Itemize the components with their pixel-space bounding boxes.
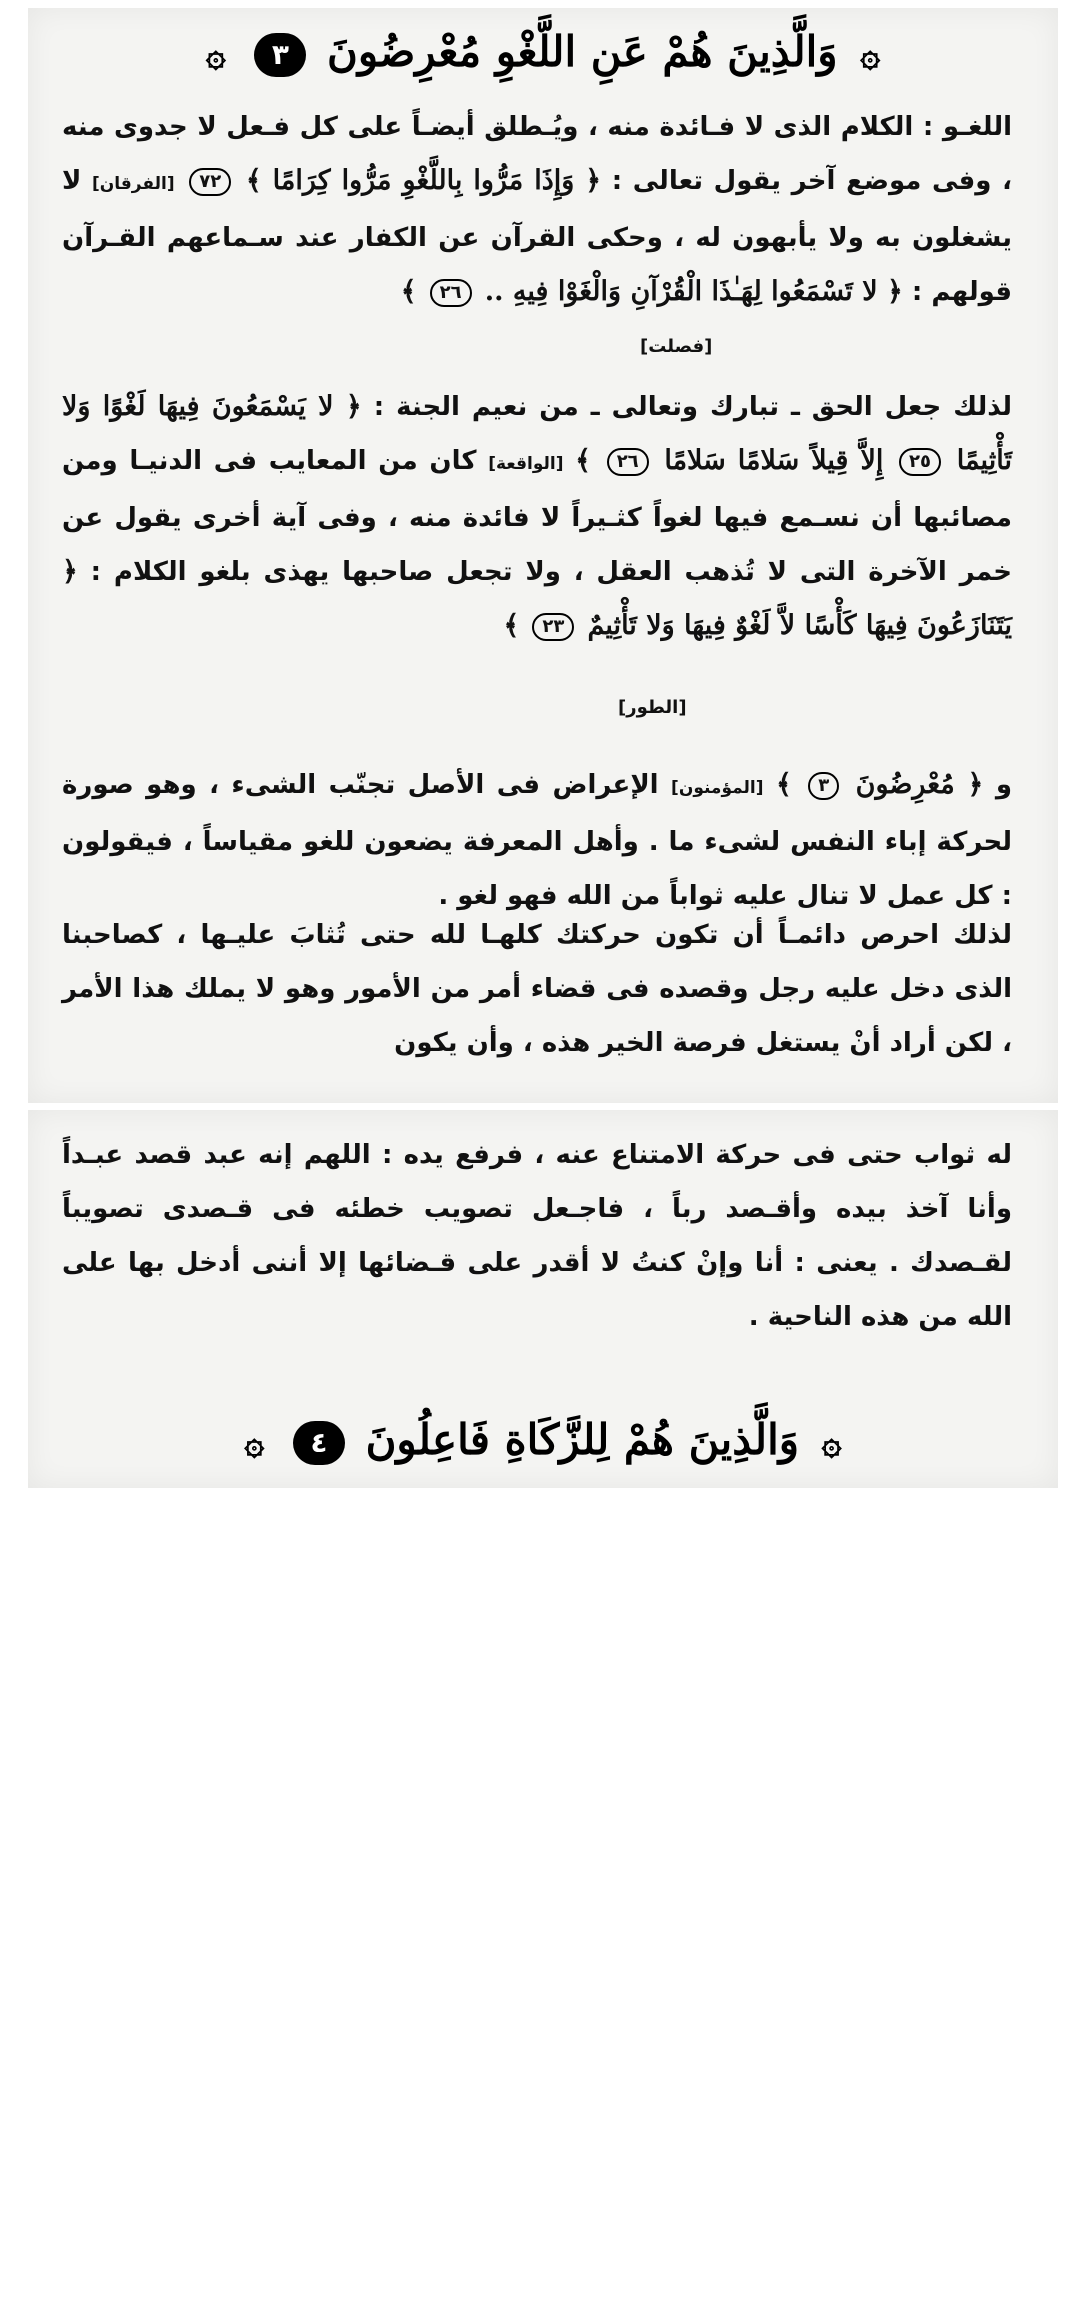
paragraph-advice: [62, 908, 1012, 1070]
quran-quote: ﴿ لا يَسْمَعُونَ فِيهَا لَغْوًا وَلا تَأْثِيمًا: [62, 391, 1012, 476]
verse-number: ٢٣: [532, 613, 574, 641]
verse-heading-4: [28, 1400, 1058, 1483]
verse-number: ٢٦: [430, 279, 472, 307]
paragraph-paradise: [62, 380, 1012, 653]
quran-quote: ﴿ وَإِذَا مَرُّوا بِاللَّغْوِ مَرُّوا كِرَامًا ﴾: [245, 165, 602, 196]
verse-number: ٧٢: [189, 168, 231, 196]
paragraph-muridun: [62, 758, 1012, 923]
ornament-icon: ۞: [860, 35, 881, 75]
surah-source: [الفرقان]: [92, 174, 175, 194]
paragraph-text: له ثواب حتى فى حركة الامتناع عنه ، فرفع يده : اللهم إنه عبد قصد عبـداً وأنا آخذ بيده وأقـصد رباً ، فاجـعل تصويب خطئه فى قـصدى تصويباً لقـصدك . يعنى : أنا وإنْ كنتُ لا أقدر على قـضائها إلا أننى أدخل بها على الله من هذه الناحية .: [62, 1140, 1012, 1332]
surah-source: [الواقعة]: [488, 454, 564, 474]
verse-number-badge: ٤: [293, 1421, 345, 1465]
surah-source: [فصلت]: [640, 336, 713, 357]
quote-close-icon: ﴾: [775, 769, 792, 800]
paragraph-laghw-definition: [62, 100, 1012, 319]
verse-number: ٢٥: [899, 448, 941, 476]
verse-number-badge: ٣: [254, 33, 306, 77]
ornament-icon: ۞: [244, 1423, 265, 1463]
quran-quote: ﴿ لا تَسْمَعُوا لِهَـٰذَا الْقُرْآنِ وَالْغَوْا فِيهِ ..: [484, 276, 903, 307]
paragraph-prayer: [62, 1128, 1012, 1344]
paragraph-text: اللغـو : الكلام الذى لا فـائدة منه ، ويُـطلق أيضـاً على كل فـعل لا جدوى منه ، وفى موضع آخر يقول تعالى :: [62, 112, 1012, 196]
quran-quote: إِلاَّ قِيلاً سَلامًا سَلامًا: [664, 445, 884, 476]
verse-heading-text: وَالَّذِينَ هُمْ لِلزَّكَاةِ فَاعِلُونَ: [365, 1415, 800, 1464]
quran-quote: ﴿ يَتَنَازَعُونَ فِيهَا كَأْسًا لاَّ لَغْوٌ فِيهَا وَلا تَأْثِيمٌ: [62, 556, 1012, 641]
paragraph-text: و: [995, 770, 1012, 800]
verse-number: ٣: [808, 772, 839, 800]
quran-quote: ﴿ مُعْرِضُونَ: [855, 769, 984, 800]
verse-number: ٢٦: [607, 448, 649, 476]
ornament-icon: ۞: [821, 1423, 842, 1463]
paragraph-text: لذلك جعل الحق ـ تبارك وتعالى ـ من نعيم الجنة :: [373, 392, 1012, 422]
paragraph-text: كان من المعايب فى الدنيـا ومن مصائبها أن نسـمع فيها لغواً كثـيراً لا فائدة منه ، وفى آية أخرى يقول عن خمر الآخرة التى لا تُذهب العقل ، ولا تجعل صاحبها يهذى بلغو الكلام :: [62, 446, 1012, 587]
verse-heading-3: [28, 12, 1058, 95]
quote-close-icon: ﴾: [503, 610, 520, 641]
paragraph-text: الإعراض فى الأصل تجنّب الشىء ، وهو صورة لحركة إباء النفس لشىء ما . وأهل المعرفة يضعون للغو مقياساً ، فيقولون : كل عمل لا تنال عليه ثواباً من الله فهو لغو .: [62, 770, 1012, 911]
surah-source: [المؤمنون]: [671, 778, 764, 798]
paragraph-text: لا يشغلون به ولا يأبهون له ، وحكى القرآن عن الكفار عند سـماعهم القـرآن قولهم :: [62, 166, 1012, 307]
surah-source: [الطور]: [618, 697, 687, 718]
ornament-icon: ۞: [205, 35, 226, 75]
verse-heading-text: وَالَّذِينَ هُمْ عَنِ اللَّغْوِ مُعْرِضُونَ: [327, 27, 838, 76]
quote-close-icon: ﴾: [400, 276, 417, 307]
paragraph-text: لذلك احرص دائمـاً أن تكون حركتك كلهـا لله حتى تُثابَ عليـها ، كصاحبنا الذى دخل عليه رجل وقصده فى قضاء أمر من الأمور وهو لا يملك هذا الأمر ، لكن أراد أنْ يستغل فرصة الخير هذه ، وأن يكون: [62, 920, 1012, 1058]
quote-close-icon: ﴾: [575, 445, 591, 476]
